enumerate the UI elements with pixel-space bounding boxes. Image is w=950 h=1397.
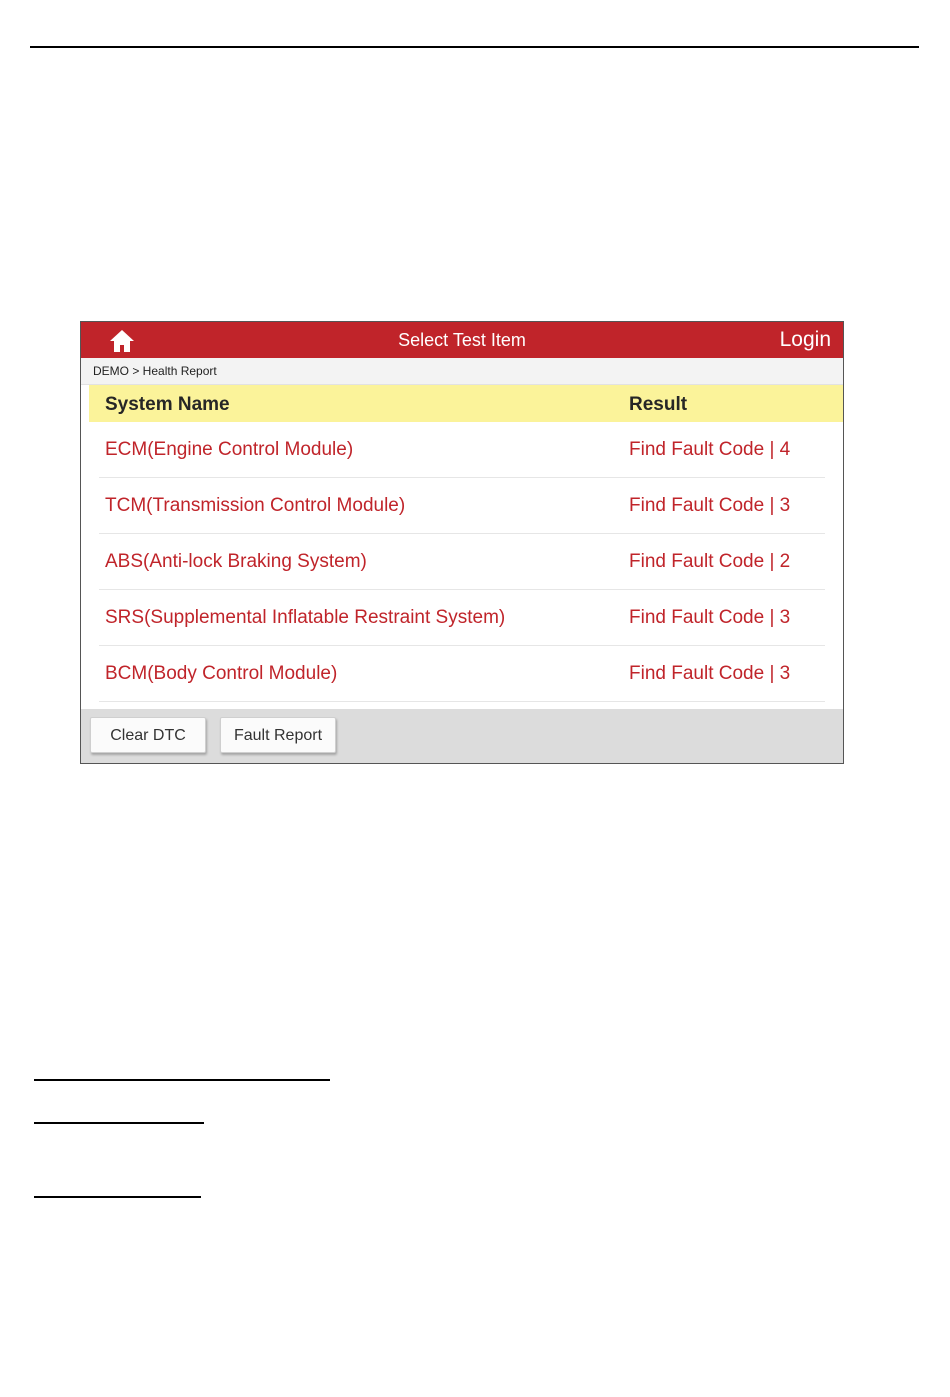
- system-name-cell: SRS(Supplemental Inflatable Restraint System): [105, 607, 506, 628]
- table-row[interactable]: [81, 534, 843, 590]
- table-header: [89, 385, 843, 422]
- underline-rule: [34, 1079, 330, 1081]
- system-name-cell: ABS(Anti-lock Braking System): [105, 551, 367, 572]
- column-header-result: Result: [629, 394, 688, 415]
- table-row[interactable]: [81, 422, 843, 478]
- fault-report-button[interactable]: Fault Report: [220, 717, 336, 753]
- underline-rule: [34, 1196, 201, 1198]
- app-screen: [80, 321, 844, 764]
- system-name-cell: TCM(Transmission Control Module): [105, 495, 406, 516]
- result-cell: Find Fault Code | 2: [629, 551, 791, 572]
- login-button[interactable]: Login: [779, 328, 831, 351]
- table-row[interactable]: [81, 590, 843, 646]
- underline-rule: [34, 1122, 204, 1124]
- column-header-system-name: System Name: [105, 394, 230, 415]
- result-cell: Find Fault Code | 3: [629, 495, 791, 516]
- result-cell: Find Fault Code | 3: [629, 607, 791, 628]
- system-list: [81, 422, 843, 702]
- page-top-rule: [30, 46, 919, 48]
- result-cell: Find Fault Code | 3: [629, 663, 791, 684]
- system-name-cell: BCM(Body Control Module): [105, 663, 338, 684]
- breadcrumb-bar: [81, 358, 843, 385]
- bottom-toolbar: [81, 709, 843, 763]
- table-row[interactable]: [81, 646, 843, 702]
- clear-dtc-button[interactable]: Clear DTC: [90, 717, 206, 753]
- row-divider: [99, 701, 825, 702]
- result-cell: Find Fault Code | 4: [629, 439, 791, 460]
- table-row[interactable]: [81, 478, 843, 534]
- title-bar: [81, 322, 843, 358]
- page-title: Select Test Item: [398, 330, 526, 350]
- breadcrumb: DEMO > Health Report: [93, 364, 217, 378]
- system-name-cell: ECM(Engine Control Module): [105, 439, 354, 460]
